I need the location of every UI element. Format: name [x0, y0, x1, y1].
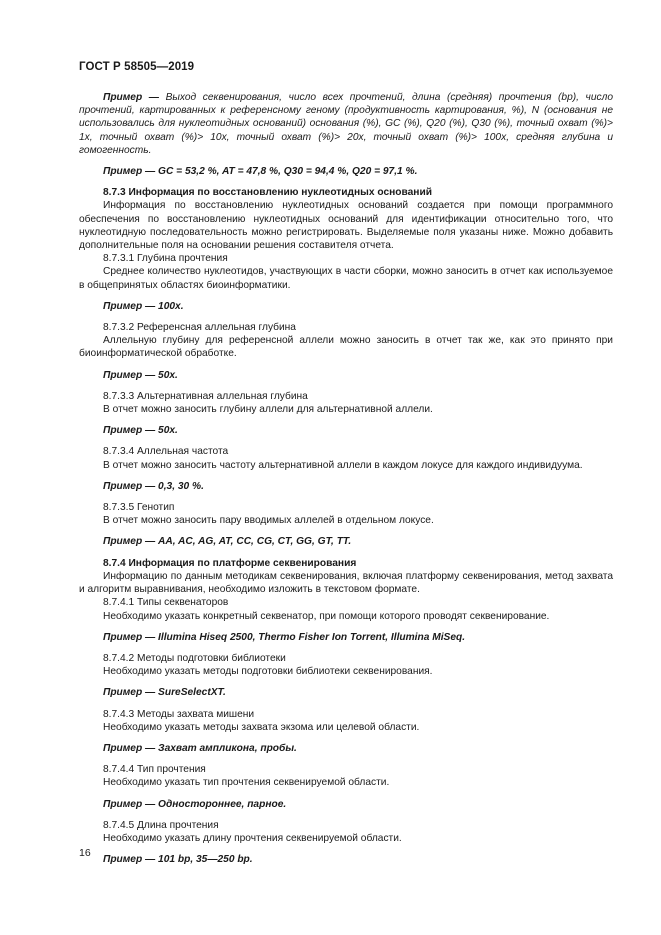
- example-label: Пример —: [103, 687, 156, 699]
- body-paragraph: Необходимо указать тип прочтения секвенируемой области.: [103, 777, 390, 789]
- section-heading: 8.7.4 Информация по платформе секвенирования: [103, 557, 357, 569]
- example-label: Пример —: [103, 798, 156, 810]
- body-paragraph: Среднее количество нуклеотидов, участвующих в части сборки, можно заносить в отчет как используемое в общепринятых областях биоинформатики.: [79, 266, 613, 291]
- example-label: Пример —: [103, 480, 156, 492]
- example-paragraph: [79, 853, 613, 866]
- subsection-heading: 8.7.4.1 Типы секвенаторов: [103, 597, 229, 609]
- example-text: 50x.: [155, 369, 178, 381]
- subsection-heading: 8.7.4.4 Тип прочтения: [103, 764, 206, 776]
- subsection-heading: 8.7.4.2 Методы подготовки библиотеки: [103, 652, 286, 664]
- body-paragraph: Необходимо указать конкретный секвенатор, при помощи которого проводят секвенирование.: [103, 610, 550, 622]
- example-text: Выход секвенирования, число всех прочтений, длина (средняя) прочтения (bp), число прочтений, картированных к референсному геному (продуктивность картирования, %), N (основания не использовались для нуклеотидных оснований) основания (%), GC (%), Q20 (%), Q30 (%), точный охват (%)> 1x, точный охват (%)> 10x, точный охват (%)> 20x, точный охват (%)> 100x, средняя глубина и гомогенность.: [79, 92, 614, 156]
- document-header: ГОСТ Р 58505—2019: [79, 61, 195, 73]
- subsection-heading: 8.7.3.4 Аллельная частота: [103, 446, 229, 458]
- example-text: 50x.: [155, 425, 178, 437]
- body-paragraph: Необходимо указать методы подготовки библиотеки секвенирования.: [103, 666, 433, 678]
- body-paragraph: В отчет можно заносить глубину аллели для альтернативной аллели.: [103, 404, 433, 416]
- example-label: Пример —: [103, 166, 156, 178]
- example-paragraph: [79, 369, 613, 382]
- example-label: Пример —: [103, 425, 156, 437]
- example-paragraph: [79, 165, 613, 178]
- example-text: 100x.: [155, 300, 184, 312]
- example-text: 101 bp, 35—250 bp.: [155, 854, 253, 866]
- subsection-heading: 8.7.4.5 Длина прочтения: [103, 819, 219, 831]
- example-text: Захват ампликона, пробы.: [155, 742, 297, 754]
- section-heading: 8.7.3 Информация по восстановлению нуклеотидных оснований: [103, 187, 432, 199]
- example-paragraph: [79, 742, 613, 755]
- subsection-heading: 8.7.4.3 Методы захвата мишени: [103, 708, 255, 720]
- example-label: Пример —: [103, 631, 156, 643]
- body-paragraph: Необходимо указать длину прочтения секвенируемой области.: [103, 832, 402, 844]
- example-paragraph: [79, 535, 613, 548]
- body-paragraph: Аллельную глубину для референсной аллели можно заносить в отчет так же, как это принято при биоинформатической обработке.: [79, 335, 613, 360]
- body-paragraph: Необходимо указать методы захвата экзома или целевой области.: [103, 721, 420, 733]
- example-paragraph: [79, 300, 613, 313]
- example-text: SureSelectXT.: [155, 687, 226, 699]
- example-text: Одностороннее, парное.: [155, 798, 287, 810]
- subsection-heading: 8.7.3.2 Референсная аллельная глубина: [103, 322, 296, 334]
- example-label: Пример —: [103, 854, 156, 866]
- example-text: GC = 53,2 %, AT = 47,8 %, Q30 = 94,4 %, Q20 = 97,1 %.: [155, 166, 418, 178]
- body-paragraph: Информация по восстановлению нуклеотидных оснований создается при помощи программного обеспечения по восстановлению нуклеотидных оснований для идентификации относительно того, что нуклеотидную последовательность можно регистрировать. Выделяемые поля указаны ниже. Можно добавить дополнительные поля на основании решения составителя отчета.: [79, 200, 613, 252]
- example-paragraph: [79, 686, 613, 699]
- example-text: Illumina Hiseq 2500, Thermo Fisher Ion Torrent, Illumina MiSeq.: [155, 631, 466, 643]
- example-paragraph: [79, 424, 613, 437]
- page-number: 16: [79, 847, 91, 859]
- document-body: [79, 91, 613, 866]
- example-paragraph: [79, 480, 613, 493]
- example-label: Пример —: [103, 742, 156, 754]
- example-paragraph: [79, 798, 613, 811]
- subsection-heading: 8.7.3.1 Глубина прочтения: [103, 253, 228, 265]
- subsection-heading: 8.7.3.5 Генотип: [103, 502, 175, 514]
- body-paragraph: Информацию по данным методикам секвенирования, включая платформу секвенирования, метод захвата и алгоритм выравнивания, необходимо изложить в текстовом формате.: [79, 570, 613, 596]
- body-paragraph: В отчет можно заносить частоту альтернативной аллели в каждом локусе для каждого индивидуума.: [103, 459, 583, 471]
- example-text: 0,3, 30 %.: [155, 480, 204, 492]
- example-text: AA, AC, AG, AT, CC, CG, CT, GG, GT, TT.: [155, 536, 352, 548]
- example-label: Пример —: [103, 536, 156, 548]
- example-label: Пример —: [103, 300, 156, 312]
- example-label: Пример —: [103, 369, 156, 381]
- subsection-heading: 8.7.3.3 Альтернативная аллельная глубина: [103, 390, 308, 402]
- example-paragraph: [79, 631, 613, 644]
- example-paragraph: [79, 91, 613, 157]
- body-paragraph: В отчет можно заносить пару вводимых аллелей в отдельном локусе.: [103, 515, 434, 527]
- example-label: Пример —: [103, 92, 159, 103]
